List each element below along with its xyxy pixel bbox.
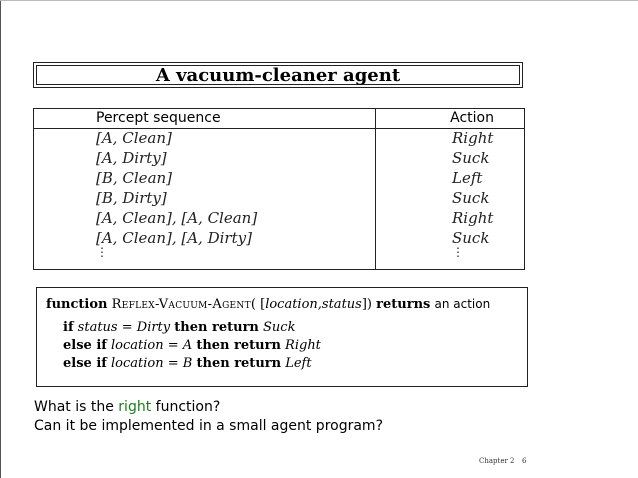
action-cell: Left xyxy=(452,169,483,187)
question-right-function xyxy=(34,399,220,415)
equals: = xyxy=(163,356,183,371)
function-name: Reflex-Vacuum-Agent xyxy=(111,297,251,312)
action-cell: Right xyxy=(452,209,494,227)
keyword-returns: returns xyxy=(376,297,431,312)
keyword-if: if xyxy=(63,320,74,335)
code-line-if xyxy=(63,320,295,335)
code-line-elseif-a xyxy=(63,338,321,353)
action-cell: Right xyxy=(452,129,494,147)
action-suck: Suck xyxy=(263,320,296,335)
value-dirty: Dirty xyxy=(136,320,171,335)
footer-page-number: 6 xyxy=(522,457,527,465)
table-row xyxy=(34,129,524,149)
percept-cell: [A, Clean] xyxy=(96,129,172,147)
table-row xyxy=(34,149,524,169)
table-row xyxy=(34,209,524,229)
question-1-prefix: What is the xyxy=(34,399,119,415)
footer-chapter: Chapter 2 xyxy=(479,457,515,465)
keyword-then-return: then return xyxy=(196,356,282,371)
table-row xyxy=(34,189,524,209)
close-paren: ]) xyxy=(361,297,372,312)
var-location: location xyxy=(111,338,164,353)
title-frame xyxy=(33,62,523,88)
question-1-suffix: function? xyxy=(151,399,221,415)
action-cell: Suck xyxy=(452,189,490,207)
percept-ellipsis: ⋮ xyxy=(96,245,108,259)
keyword-else-if: else if xyxy=(63,338,107,353)
value-b: B xyxy=(182,356,193,371)
var-status: status xyxy=(77,320,118,335)
table-row xyxy=(34,169,524,189)
keyword-function: function xyxy=(46,297,108,312)
code-line-signature xyxy=(46,297,490,312)
return-type: an action xyxy=(434,297,491,311)
table-row-ellipsis xyxy=(34,245,524,270)
percept-cell: [A, Dirty] xyxy=(96,149,167,167)
action-ellipsis: ⋮ xyxy=(452,245,464,259)
slide-title: A vacuum-cleaner agent xyxy=(36,65,520,85)
value-a: A xyxy=(182,338,193,353)
open-paren: ( [ xyxy=(250,297,266,312)
keyword-then-return: then return xyxy=(196,338,281,353)
header-percept-sequence: Percept sequence xyxy=(96,110,221,126)
question-1-highlight: right xyxy=(118,399,152,415)
action-right: Right xyxy=(285,338,321,353)
header-action: Action xyxy=(450,110,494,126)
equals: = xyxy=(117,320,137,335)
question-implementation: Can it be implemented in a small agent program? xyxy=(34,418,384,434)
function-params: location,status xyxy=(265,297,362,312)
percept-cell: [B, Dirty] xyxy=(96,189,167,207)
keyword-else-if: else if xyxy=(63,356,107,371)
top-edge-rule xyxy=(0,0,638,1)
percept-cell: [A, Clean], [A, Clean] xyxy=(96,209,258,227)
percept-action-table xyxy=(33,108,525,270)
agent-program-box xyxy=(36,287,528,387)
equals: = xyxy=(163,338,183,353)
code-line-elseif-b xyxy=(63,356,312,371)
var-location: location xyxy=(111,356,164,371)
left-edge-rule xyxy=(0,0,1,478)
percept-cell: [A, Clean], [A, Dirty] xyxy=(96,229,252,247)
percept-cell: [B, Clean] xyxy=(96,169,173,187)
action-cell: Suck xyxy=(452,229,490,247)
action-cell: Suck xyxy=(452,149,490,167)
action-left: Left xyxy=(285,356,312,371)
keyword-then-return: then return xyxy=(174,320,259,335)
